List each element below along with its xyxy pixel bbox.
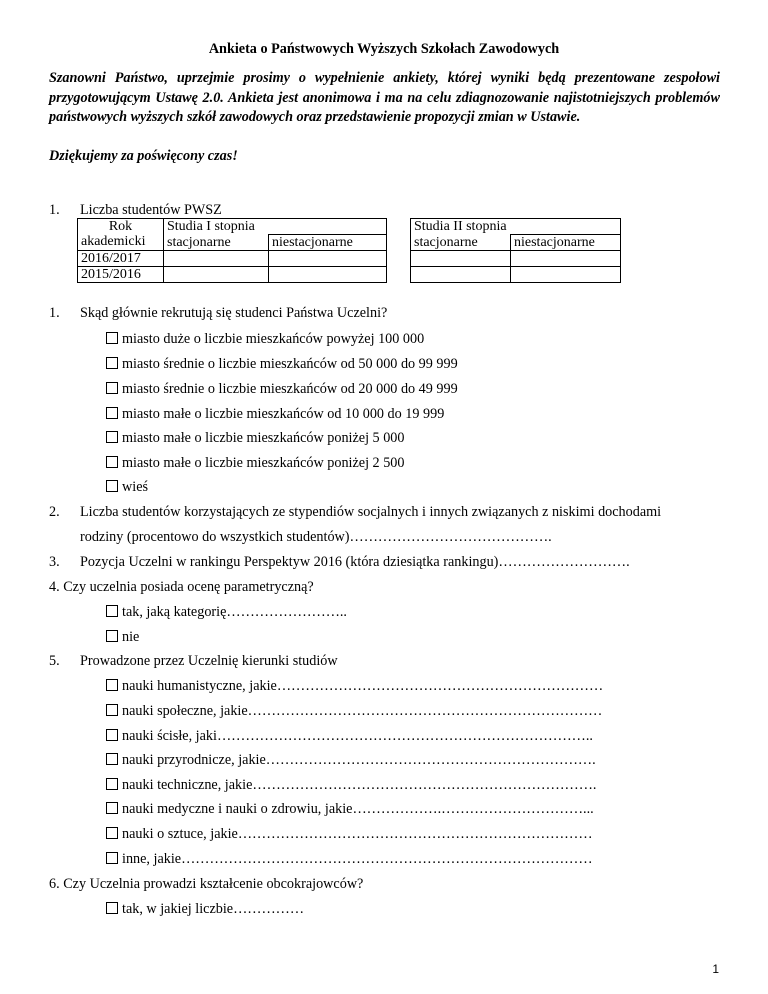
option-checkbox[interactable]: miasto małe o liczbie mieszkańców poniżej 2 500 <box>106 455 404 472</box>
option-checkbox[interactable]: nauki techniczne, jakie………………………………………………………………. <box>106 777 596 794</box>
header-full-time-2: stacjonarne <box>411 235 511 251</box>
option-checkbox[interactable]: wieś <box>106 479 148 496</box>
header-level2: Studia II stopnia <box>411 219 621 235</box>
header-full-time-1: stacjonarne <box>164 235 269 251</box>
header-year: Rok akademicki <box>78 219 164 251</box>
checkbox-icon[interactable] <box>106 729 118 741</box>
checkbox-icon[interactable] <box>106 852 118 864</box>
option-checkbox[interactable]: inne, jakie…………………………………………………………………………… <box>106 851 593 868</box>
option-checkbox[interactable]: nauki humanistyczne, jakie…………………………………………………………… <box>106 678 603 695</box>
checkbox-icon[interactable] <box>106 704 118 716</box>
checkbox-icon[interactable] <box>106 827 118 839</box>
checkbox-icon[interactable] <box>106 753 118 765</box>
checkbox-icon[interactable] <box>106 357 118 369</box>
document-title: Ankieta o Państwowych Wyższych Szkołach Zawodowych <box>208 41 560 57</box>
header-part-time-2: niestacjonarne <box>511 235 621 251</box>
option-checkbox[interactable]: tak, jaką kategorię…………………….. <box>106 604 347 621</box>
table-cell[interactable] <box>411 267 511 283</box>
checkbox-icon[interactable] <box>106 407 118 419</box>
option-checkbox[interactable]: tak, w jakiej liczbie…………… <box>106 901 304 918</box>
option-checkbox[interactable]: miasto małe o liczbie mieszkańców od 10 000 do 19 999 <box>106 406 444 423</box>
header-level1: Studia I stopnia <box>164 219 387 235</box>
checkbox-icon[interactable] <box>106 778 118 790</box>
option-checkbox[interactable]: nauki ścisłe, jaki…………………………………………………………………….. <box>106 728 593 745</box>
checkbox-icon[interactable] <box>106 605 118 617</box>
option-checkbox[interactable]: miasto duże o liczbie mieszkańców powyżej 100 000 <box>106 331 424 348</box>
checkbox-icon[interactable] <box>106 332 118 344</box>
checkbox-icon[interactable] <box>106 630 118 642</box>
option-checkbox[interactable]: miasto średnie o liczbie mieszkańców od 20 000 do 49 999 <box>106 381 458 398</box>
table-gap <box>387 219 411 283</box>
students-table <box>77 218 621 283</box>
checkbox-icon[interactable] <box>106 902 118 914</box>
checkbox-icon[interactable] <box>106 802 118 814</box>
table-cell[interactable] <box>164 251 269 267</box>
question-scholarships: 2. Liczba studentów korzystających ze stypendiów socjalnych i innych związanych z niskimi dochodami <box>49 504 662 520</box>
table-cell[interactable] <box>269 267 387 283</box>
row-year-label: 2015/2016 <box>78 267 164 283</box>
checkbox-icon[interactable] <box>106 456 118 468</box>
question-foreigners: 6. Czy Uczelnia prowadzi kształcenie obcokrajowców? <box>49 876 364 892</box>
checkbox-icon[interactable] <box>106 480 118 492</box>
checkbox-icon[interactable] <box>106 382 118 394</box>
checkbox-icon[interactable] <box>106 679 118 691</box>
checkbox-icon[interactable] <box>106 431 118 443</box>
option-checkbox[interactable]: miasto małe o liczbie mieszkańców poniżej 5 000 <box>106 430 404 447</box>
option-checkbox[interactable]: nauki o sztuce, jakie………………………………………………………………… <box>106 826 593 843</box>
option-checkbox[interactable]: nauki medyczne i nauki o zdrowiu, jakie……………….…………………………... <box>106 801 594 818</box>
question-scholarships-cont: rodziny (procentowo do wszystkich studentów)……………………………………. <box>80 529 552 545</box>
row-year-label: 2016/2017 <box>78 251 164 267</box>
question-ranking: 3. Pozycja Uczelni w rankingu Perspektyw 2016 (która dziesiątka rankingu)………………………. <box>49 554 630 570</box>
question-parametric: 4. Czy uczelnia posiada ocenę parametryczną? <box>49 579 314 595</box>
question-recruitment: 1. Skąd głównie rekrutują się studenci Państwa Uczelni? <box>49 305 388 321</box>
table-cell[interactable] <box>269 251 387 267</box>
option-checkbox[interactable]: nauki społeczne, jakie………………………………………………………………… <box>106 703 602 720</box>
table-cell[interactable] <box>411 251 511 267</box>
table-cell[interactable] <box>511 267 621 283</box>
page-number: 1 <box>712 962 719 976</box>
option-checkbox[interactable]: miasto średnie o liczbie mieszkańców od 50 000 do 99 999 <box>106 356 458 373</box>
option-checkbox[interactable]: nie <box>106 629 139 646</box>
table-cell[interactable] <box>164 267 269 283</box>
option-checkbox[interactable]: nauki przyrodnicze, jakie……………………………………………………………. <box>106 752 596 769</box>
table-cell[interactable] <box>511 251 621 267</box>
intro-paragraph: Szanowni Państwo, uprzejmie prosimy o wypełnienie ankiety, której wyniki będą prezentowane zespołowi przygotowującym Ustawę 2.0. Ankieta jest anonimowa i ma na celu zdiagnozowanie najistotniejszych problemów państwowych wyższych szkół zawodowych oraz przedstawienie propozycji zmian w Ustawie. <box>49 70 720 125</box>
header-part-time-1: niestacjonarne <box>269 235 387 251</box>
question-students: 1. Liczba studentów PWSZ <box>49 202 222 218</box>
thanks-line: Dziękujemy za poświęcony czas! <box>49 148 238 164</box>
question-fields: 5. Prowadzone przez Uczelnię kierunki studiów <box>49 653 338 669</box>
